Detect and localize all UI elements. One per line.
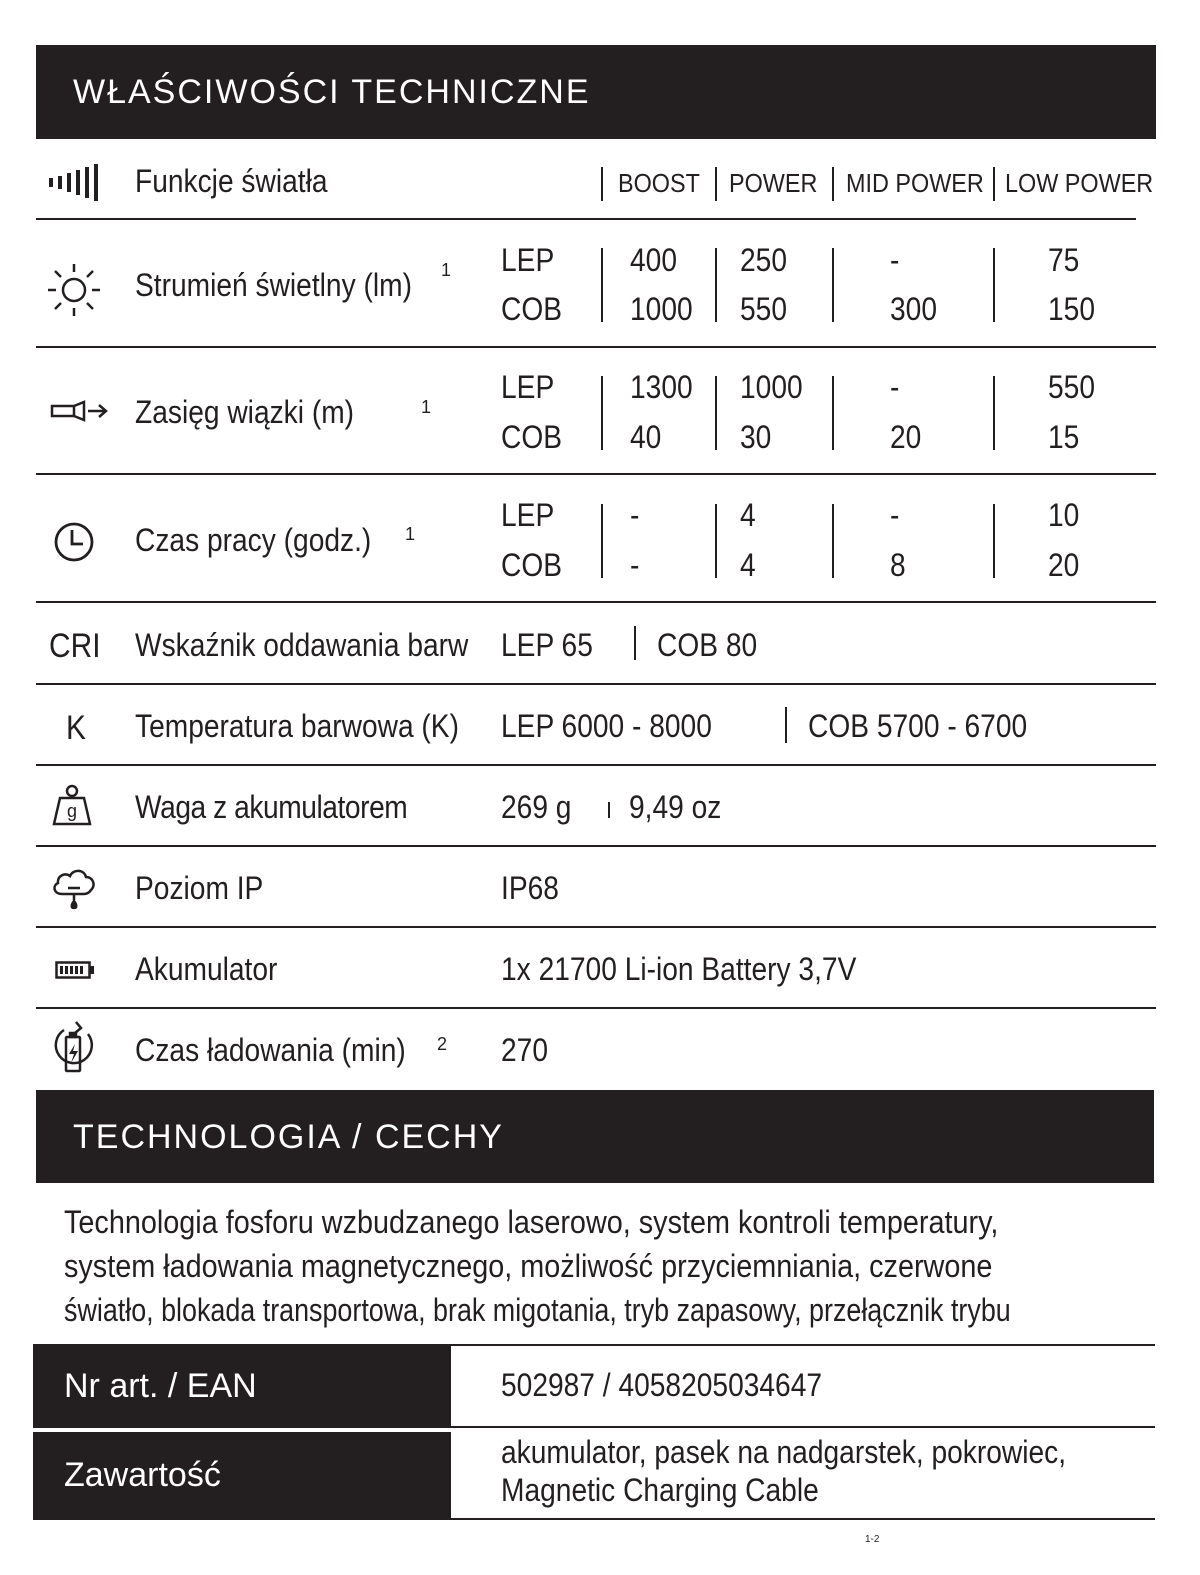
flux-cob-mid: 300: [890, 291, 937, 327]
color-temp-lep-value: LEP 6000 - 8000: [501, 708, 712, 744]
range-cob-boost: 40: [630, 419, 662, 455]
runtime-lep-power: 4: [740, 497, 756, 533]
clock-icon: [53, 521, 95, 563]
charging-icon: [50, 1020, 98, 1078]
divider: [634, 626, 636, 660]
ip-label: Poziom IP: [135, 870, 264, 906]
battery-label: Akumulator: [135, 951, 278, 987]
cri-lep-value: LEP 65: [501, 627, 593, 663]
specs-section-title: WŁAŚCIWOŚCI TECHNICZNE: [73, 73, 591, 111]
divider: [715, 376, 717, 450]
divider: [715, 167, 717, 201]
footnote-marker: 1: [405, 524, 416, 544]
flux-lep-boost: 400: [630, 242, 677, 278]
runtime-lep-low: 10: [1048, 497, 1080, 533]
mode-boost-header: BOOST: [618, 168, 700, 198]
divider: [832, 504, 834, 578]
light-modes-label: Funkcje światła: [135, 163, 328, 199]
range-lep-mid: -: [890, 369, 900, 405]
divider: [601, 248, 603, 322]
row-divider: [36, 926, 1156, 928]
contents-line-1: akumulator, pasek na nadgarstek, pokrowiec,: [501, 1434, 1067, 1470]
beam-range-label: Zasięg wiązki (m): [135, 394, 355, 430]
divider: [832, 167, 834, 201]
weight-icon: [52, 784, 92, 826]
range-cob-power: 30: [740, 419, 772, 455]
cob-source-label: COB: [501, 547, 563, 583]
divider: [993, 376, 995, 450]
row-divider: [33, 1426, 1155, 1428]
specs-header-bar: [36, 45, 1156, 139]
divider: [785, 707, 787, 743]
weight-grams-value: 269 g: [501, 789, 572, 825]
range-lep-boost: 1300: [630, 369, 693, 405]
divider: [601, 376, 603, 450]
footnote-marker: 2: [437, 1034, 448, 1054]
flux-cob-low: 150: [1048, 291, 1095, 327]
color-temp-cob-value: COB 5700 - 6700: [808, 708, 1028, 744]
row-divider: [36, 683, 1156, 685]
runtime-label: Czas pracy (godz.): [135, 522, 372, 558]
lep-source-label: LEP: [501, 497, 555, 533]
flux-lep-mid: -: [890, 242, 900, 278]
cloud-rain-icon: [50, 866, 98, 910]
charging-value: 270: [501, 1032, 548, 1068]
runtime-lep-mid: -: [890, 497, 900, 533]
footnote-marker: 1: [421, 397, 432, 417]
range-cob-mid: 20: [890, 419, 922, 455]
features-line-2: system ładowania magnetycznego, możliwość przyciemniania, czerwone: [64, 1248, 993, 1284]
range-cob-low: 15: [1048, 419, 1080, 455]
luminous-flux-label: Strumień świetlny (lm): [135, 267, 412, 303]
flux-cob-boost: 1000: [630, 291, 693, 327]
charging-label: Czas ładowania (min): [135, 1032, 406, 1068]
kelvin-icon: K: [66, 709, 86, 747]
divider: [832, 376, 834, 450]
features-line-1: Technologia fosforu wzbudzanego laserowo, system kontroli temperatury,: [64, 1204, 999, 1240]
range-lep-power: 1000: [740, 369, 803, 405]
technology-section-title: TECHNOLOGIA / CECHY: [73, 1118, 504, 1156]
cri-label: Wskaźnik oddawania barw: [135, 627, 469, 663]
weight-icon-letter: g: [66, 801, 78, 821]
battery-value: 1x 21700 Li-ion Battery 3,7V: [501, 951, 857, 987]
divider: [715, 248, 717, 322]
technology-header-bar: [36, 1090, 1154, 1183]
row-divider: [36, 218, 1136, 220]
runtime-lep-boost: -: [630, 497, 640, 533]
article-label: Nr art. / EAN: [64, 1367, 257, 1405]
contents-line-2: Magnetic Charging Cable: [501, 1472, 819, 1508]
row-divider: [36, 845, 1156, 847]
runtime-cob-mid: 8: [890, 547, 906, 583]
page-number: 1-2: [865, 1534, 880, 1545]
divider: [601, 167, 603, 201]
runtime-cob-power: 4: [740, 547, 756, 583]
row-divider: [36, 764, 1156, 766]
ip-value: IP68: [501, 870, 559, 906]
article-value: 502987 / 4058205034647: [501, 1367, 823, 1403]
divider: [601, 504, 603, 578]
lep-source-label: LEP: [501, 369, 555, 405]
cri-cob-value: COB 80: [657, 627, 758, 663]
range-lep-low: 550: [1048, 369, 1095, 405]
row-divider: [36, 601, 1156, 603]
divider: [993, 167, 995, 201]
weight-label: Waga z akumulatorem: [135, 789, 408, 825]
row-divider: [36, 346, 1156, 348]
sun-icon: [46, 262, 102, 318]
weight-ounces-value: 9,49 oz: [629, 789, 722, 825]
flux-lep-low: 75: [1048, 242, 1080, 278]
battery-icon: [55, 961, 95, 979]
divider: [993, 248, 995, 322]
lep-source-label: LEP: [501, 242, 555, 278]
flux-lep-power: 250: [740, 242, 787, 278]
mode-power-header: POWER: [729, 168, 818, 198]
flux-cob-power: 550: [740, 291, 787, 327]
contents-label-cell: [33, 1432, 451, 1518]
color-temp-label: Temperatura barwowa (K): [135, 708, 459, 744]
cob-source-label: COB: [501, 291, 563, 327]
features-line-3: światło, blokada transportowa, brak migotania, tryb zapasowy, przełącznik trybu: [64, 1292, 1011, 1328]
mode-mid-power-header: MID POWER: [846, 168, 984, 198]
cob-source-label: COB: [501, 419, 563, 455]
runtime-cob-low: 20: [1048, 547, 1080, 583]
divider: [832, 248, 834, 322]
divider: [715, 504, 717, 578]
mode-low-power-header: LOW POWER: [1005, 168, 1154, 198]
flashlight-beam-icon: [50, 400, 110, 422]
divider: [993, 504, 995, 578]
row-divider: [36, 1007, 1156, 1009]
row-divider: [36, 473, 1156, 475]
contents-label: Zawartość: [64, 1456, 221, 1494]
article-label-cell: [33, 1346, 451, 1426]
divider: [608, 802, 610, 818]
row-divider: [33, 1518, 1155, 1520]
light-modes-icon: [48, 163, 100, 201]
runtime-cob-boost: -: [630, 547, 640, 583]
footnote-marker: 1: [441, 260, 452, 280]
cri-icon: CRI: [49, 627, 101, 665]
